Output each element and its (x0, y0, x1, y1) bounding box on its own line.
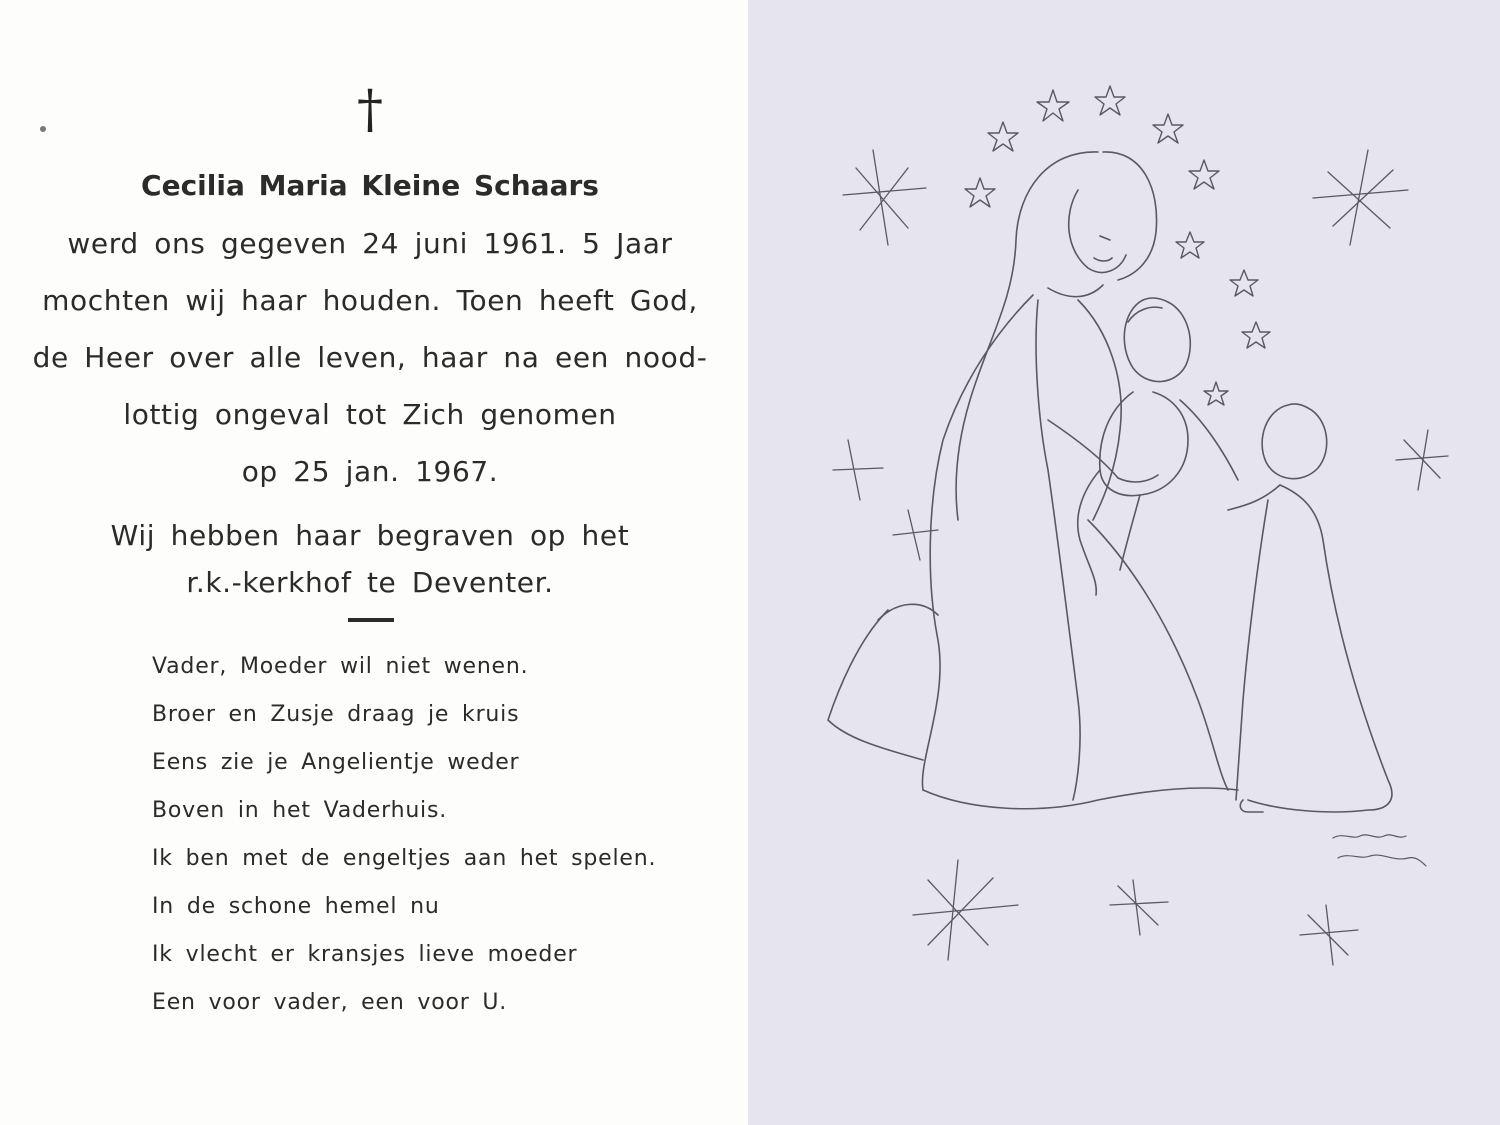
poem-line-2: Broer en Zusje draag je kruis (152, 702, 520, 727)
sparkle-stars (833, 150, 1448, 965)
cross-icon: † (357, 80, 383, 140)
announcement-line-1: werd ons gegeven 24 juni 1961. 5 Jaar (67, 227, 673, 260)
deceased-name: Cecilia Maria Kleine Schaars (141, 169, 599, 202)
burial-line-1: Wij hebben haar begraven op het (110, 519, 630, 552)
announcement-line-3: de Heer over alle leven, haar na een nood- (32, 341, 708, 374)
announcement-line-5: op 25 jan. 1967. (241, 455, 499, 488)
text-panel (0, 0, 748, 1125)
baby-figure (1078, 298, 1238, 595)
announcement-line-4: lottig ongeval tot Zich genomen (123, 398, 617, 431)
poem-line-4: Boven in het Vaderhuis. (152, 798, 448, 823)
announcement-line-2: mochten wij haar houden. Toen heeft God, (42, 284, 698, 317)
madonna-figure (828, 152, 1238, 809)
signature (1333, 835, 1426, 866)
burial-line-2: r.k.-kerkhof te Deventer. (186, 566, 554, 599)
illustration-panel (748, 0, 1500, 1125)
poem-line-7: Ik vlecht er kransjes lieve moeder (152, 942, 578, 967)
poem-line-6: In de schone hemel nu (152, 894, 440, 919)
poem-line-5: Ik ben met de engeltjes aan het spelen. (152, 846, 657, 871)
poem-line-8: Een voor vader, een voor U. (152, 990, 508, 1015)
poem-line-3: Eens zie je Angelientje weder (152, 750, 520, 775)
child-figure (1228, 404, 1392, 812)
poem-line-1: Vader, Moeder wil niet wenen. (152, 654, 529, 679)
halo-stars (965, 86, 1270, 405)
madonna-with-children-drawing (748, 0, 1500, 1125)
divider (348, 618, 394, 622)
